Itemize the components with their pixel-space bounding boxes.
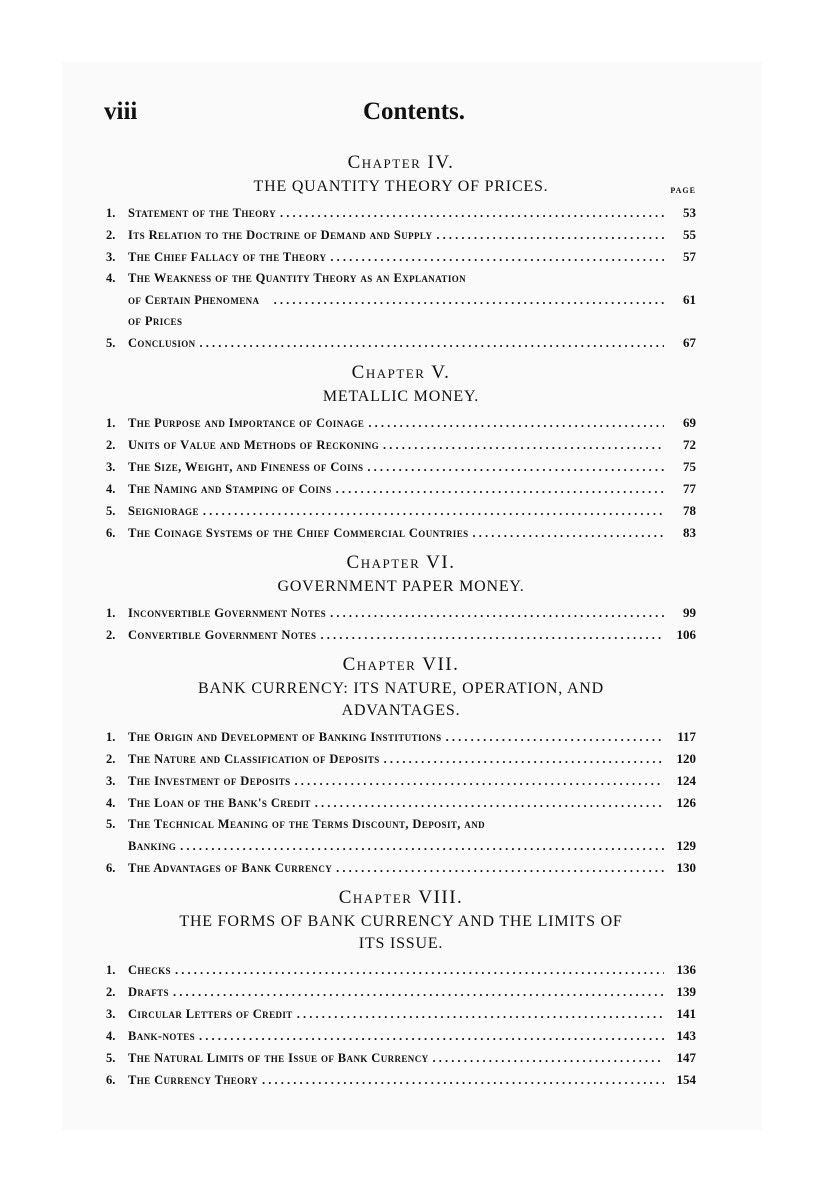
dot-leader (320, 625, 664, 646)
entry-number: 1. (106, 730, 116, 744)
entry-number: 5. (106, 336, 116, 350)
entry-number: 5. (106, 1051, 116, 1065)
dot-leader (180, 836, 664, 857)
chapter-title-text: THE FORMS OF BANK CURRENCY AND THE LIMITS OF (179, 913, 623, 930)
dot-leader (297, 1004, 664, 1025)
entry-page-number: 72 (683, 437, 696, 452)
entry-title: The Investment of Deposits (128, 774, 291, 788)
entry-title: The Technical Meaning of the Terms Discount, Deposit, and (128, 817, 486, 831)
entry-page-number: 78 (683, 503, 696, 518)
entry-page-number: 143 (676, 1028, 696, 1043)
entry-number: 3. (106, 1007, 116, 1021)
entry-page-number: 69 (683, 415, 696, 430)
book-page (62, 62, 762, 1130)
entry-list (106, 412, 696, 544)
entry-title: Bank-notes (128, 1029, 196, 1043)
entry-page-number: 141 (676, 1006, 696, 1021)
entry-title: Its Relation to the Doctrine of Demand and Supply (128, 228, 433, 242)
entry-page-number: 124 (676, 773, 696, 788)
chapter-title-continued: ADVANTAGES. (341, 702, 461, 719)
entry-page-number: 139 (676, 984, 696, 999)
chapter-block (106, 150, 696, 354)
chapter-title-text: THE QUANTITY THEORY OF PRICES. (253, 178, 549, 195)
running-title: Contents. (362, 98, 466, 125)
toc-entry (106, 748, 696, 770)
toc-entry (106, 332, 696, 354)
toc-entry (106, 202, 696, 224)
toc-entry (106, 456, 696, 478)
entry-title: Convertible Government Notes (128, 628, 317, 642)
entry-title: Seigniorage (128, 504, 199, 518)
entry-number: 3. (106, 774, 116, 788)
entry-number: 3. (106, 250, 116, 264)
entry-list (106, 959, 696, 1091)
entry-number: 1. (106, 206, 116, 220)
dot-leader (280, 203, 664, 224)
dot-leader (295, 771, 664, 792)
dot-leader (173, 982, 664, 1003)
chapter-block (106, 885, 696, 1091)
toc-entry (106, 857, 696, 879)
dot-leader (203, 501, 664, 522)
toc-entry (106, 959, 696, 981)
entry-page-number: 106 (676, 627, 696, 642)
dot-leader (436, 225, 664, 246)
entry-number: 1. (106, 416, 116, 430)
entry-title: Statement of the Theory (128, 206, 277, 220)
dot-leader (274, 290, 664, 311)
dot-leader (200, 333, 664, 354)
toc-entry (106, 478, 696, 500)
entry-page-number: 154 (676, 1072, 696, 1087)
entry-number: 2. (106, 438, 116, 452)
entry-number: 1. (106, 963, 116, 977)
dot-leader (336, 858, 664, 879)
dot-leader (433, 1048, 665, 1069)
entry-page-number: 136 (676, 962, 696, 977)
entry-number: 6. (106, 861, 116, 875)
chapter-title-continued: ITS ISSUE. (358, 935, 444, 952)
entry-title: The Natural Limits of the Issue of Bank Currency (128, 1051, 429, 1065)
toc-entry (106, 268, 696, 332)
entry-number: 4. (106, 796, 116, 810)
toc-entry (106, 602, 696, 624)
entry-number: 5. (106, 817, 116, 831)
dot-leader (175, 960, 664, 981)
entry-page-number: 75 (683, 459, 696, 474)
entry-page-number: 55 (683, 227, 696, 242)
toc-entry (106, 792, 696, 814)
entry-page-number: 57 (683, 249, 696, 264)
chapter-block (106, 652, 696, 879)
chapter-block (106, 360, 696, 544)
chapter-title (106, 678, 696, 700)
entry-title-continued: of Certain Phenomena of Prices (128, 293, 260, 328)
entry-title: The Naming and Stamping of Coins (128, 482, 332, 496)
entry-page-number: 99 (683, 605, 696, 620)
entry-page-number: 83 (683, 525, 696, 540)
chapter-title (106, 576, 696, 598)
dot-leader (330, 247, 664, 268)
chapter-heading: Chapter VI. (346, 552, 456, 573)
toc-entry (106, 412, 696, 434)
toc-entry (106, 624, 696, 646)
dot-leader (473, 523, 664, 544)
entry-title: Inconvertible Government Notes (128, 606, 327, 620)
toc-entry (106, 522, 696, 544)
entry-title: The Purpose and Importance of Coinage (128, 416, 365, 430)
page-folio: viii (104, 98, 138, 125)
entry-page-number: 61 (683, 292, 696, 307)
dot-leader (368, 413, 664, 434)
chapter-title-text: GOVERNMENT PAPER MONEY. (277, 578, 525, 595)
entry-title: Units of Value and Methods of Reckoning (128, 438, 380, 452)
running-head (104, 98, 724, 138)
page-column-label: PAGE (670, 186, 696, 195)
entry-number: 2. (106, 985, 116, 999)
toc-entry (106, 981, 696, 1003)
entry-page-number: 129 (676, 838, 696, 853)
entry-title: Checks (128, 963, 171, 977)
entry-title: Conclusion (128, 336, 196, 350)
entry-number: 2. (106, 752, 116, 766)
entry-title: The Currency Theory (128, 1073, 259, 1087)
toc-entry (106, 770, 696, 792)
table-of-contents (106, 146, 696, 1097)
entry-page-number: 126 (676, 795, 696, 810)
entry-title: The Advantages of Bank Currency (128, 861, 333, 875)
entry-number: 1. (106, 606, 116, 620)
entry-title: Circular Letters of Credit (128, 1007, 293, 1021)
entry-title: The Chief Fallacy of the Theory (128, 250, 327, 264)
toc-entry (106, 1025, 696, 1047)
dot-leader (336, 479, 664, 500)
entry-list (106, 602, 696, 646)
dot-leader (367, 457, 664, 478)
entry-title: The Weakness of the Quantity Theory as an Explanation (128, 271, 467, 285)
dot-leader (446, 727, 664, 748)
toc-entry (106, 434, 696, 456)
entry-title: The Nature and Classification of Deposits (128, 752, 380, 766)
entry-number: 5. (106, 504, 116, 518)
entry-page-number: 120 (676, 751, 696, 766)
entry-list (106, 202, 696, 354)
chapter-title (106, 176, 696, 198)
dot-leader (384, 749, 664, 770)
chapter-heading: Chapter VII. (342, 654, 460, 675)
toc-entry (106, 246, 696, 268)
dot-leader (262, 1070, 664, 1091)
entry-number: 2. (106, 628, 116, 642)
toc-entry (106, 726, 696, 748)
toc-entry (106, 1003, 696, 1025)
entry-title: The Origin and Development of Banking Institutions (128, 730, 442, 744)
toc-entry (106, 814, 696, 857)
entry-number: 6. (106, 526, 116, 540)
entry-page-number: 147 (676, 1050, 696, 1065)
entry-title: The Size, Weight, and Fineness of Coins (128, 460, 364, 474)
entry-number: 4. (106, 1029, 116, 1043)
entry-title-continued: Banking (128, 839, 177, 853)
entry-page-number: 53 (683, 205, 696, 220)
chapter-heading: Chapter IV. (347, 152, 455, 173)
entry-page-number: 130 (676, 860, 696, 875)
toc-entry (106, 1069, 696, 1091)
dot-leader (330, 603, 664, 624)
chapter-title (106, 386, 696, 408)
dot-leader (383, 435, 664, 456)
chapter-block (106, 550, 696, 646)
entry-list (106, 726, 696, 879)
entry-number: 4. (106, 482, 116, 496)
chapter-title-text: METALLIC MONEY. (322, 388, 480, 405)
entry-title: The Loan of the Bank's Credit (128, 796, 311, 810)
toc-entry (106, 500, 696, 522)
entry-number: 6. (106, 1073, 116, 1087)
toc-entry (106, 224, 696, 246)
chapter-title-text: BANK CURRENCY: ITS NATURE, OPERATION, AND (197, 680, 605, 697)
entry-page-number: 117 (677, 729, 696, 744)
entry-number: 2. (106, 228, 116, 242)
entry-page-number: 77 (683, 481, 696, 496)
entry-number: 3. (106, 460, 116, 474)
entry-number: 4. (106, 271, 116, 285)
chapter-title (106, 911, 696, 933)
toc-entry (106, 1047, 696, 1069)
entry-title: Drafts (128, 985, 169, 999)
dot-leader (315, 793, 664, 814)
chapter-heading: Chapter V. (351, 362, 451, 383)
dot-leader (199, 1026, 664, 1047)
entry-page-number: 67 (683, 335, 696, 350)
entry-title: The Coinage Systems of the Chief Commercial Countries (128, 526, 469, 540)
chapter-heading: Chapter VIII. (338, 887, 464, 908)
